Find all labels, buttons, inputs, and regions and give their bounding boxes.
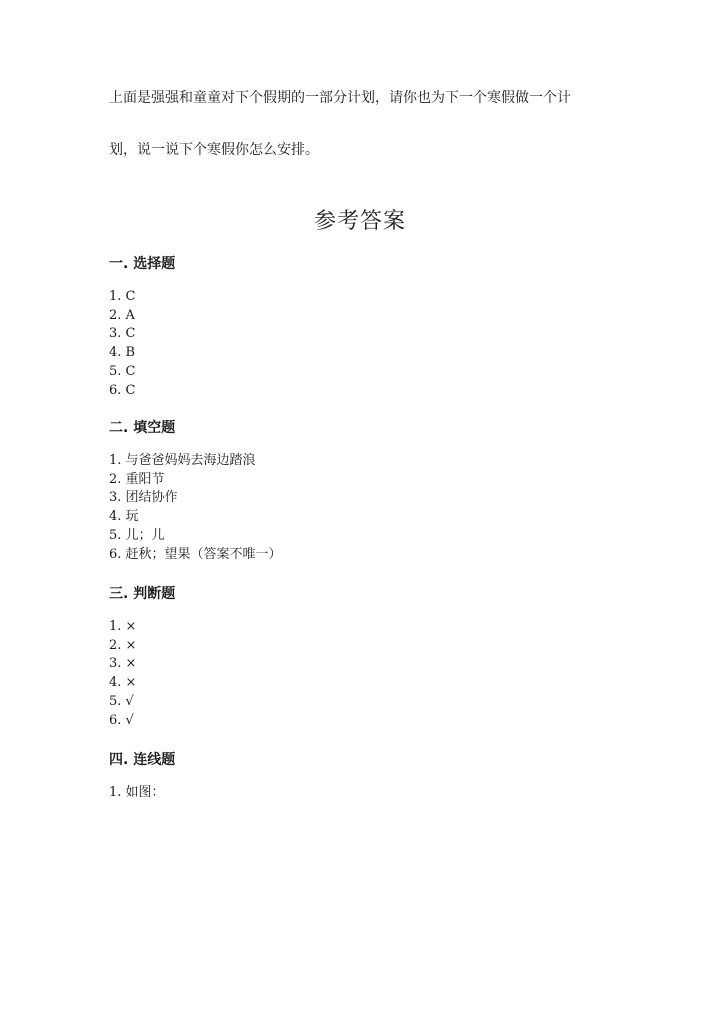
section-fill-in-blank: [109, 418, 282, 564]
answer-item: 2. ×: [109, 637, 137, 653]
answer-list: [109, 288, 175, 400]
answer-item: 4. 玩: [109, 509, 139, 525]
answer-item: 2. 重阳节: [109, 471, 165, 487]
answer-item: 5. C: [109, 363, 136, 379]
answer-list: [109, 784, 175, 803]
answer-list: [109, 452, 282, 564]
section-true-false: [109, 584, 175, 730]
question-text-line-1: 上面是强强和童童对下个假期的一部分计划，请你也为下一个寒假做一个计: [109, 90, 571, 106]
answer-item: 6. 赶秋；望果（答案不唯一）: [109, 546, 282, 562]
section-multiple-choice: [109, 254, 175, 400]
answer-item: 5. √: [109, 693, 134, 709]
section-heading: 一. 选择题: [109, 256, 176, 272]
answer-item: 4. B: [109, 345, 136, 361]
answer-item: 6. C: [109, 382, 136, 398]
answer-item: 1. 如图：: [109, 785, 165, 800]
answer-item: 1. C: [109, 289, 136, 304]
section-heading: 三. 判断题: [109, 586, 176, 602]
answer-key-title: 参考答案: [313, 209, 406, 234]
question-text-line-2: 划，说一说下个寒假你怎么安排。: [109, 142, 319, 158]
answer-item: 2. A: [109, 307, 135, 323]
answer-item: 4. ×: [109, 675, 137, 691]
answer-item: 1. 与爸爸妈妈去海边踏浪: [109, 453, 256, 468]
answer-list: [109, 618, 175, 730]
answer-item: 3. C: [109, 326, 136, 342]
answer-item: 1. ×: [109, 619, 137, 634]
answer-item: 6. √: [109, 712, 134, 728]
section-heading: 二. 填空题: [109, 420, 176, 436]
answer-item: 3. 团结协作: [109, 490, 178, 506]
answer-item: 5. 儿；儿: [109, 527, 165, 543]
section-heading: 四. 连线题: [109, 752, 176, 768]
section-matching: [109, 750, 175, 803]
answer-item: 3. ×: [109, 656, 137, 672]
